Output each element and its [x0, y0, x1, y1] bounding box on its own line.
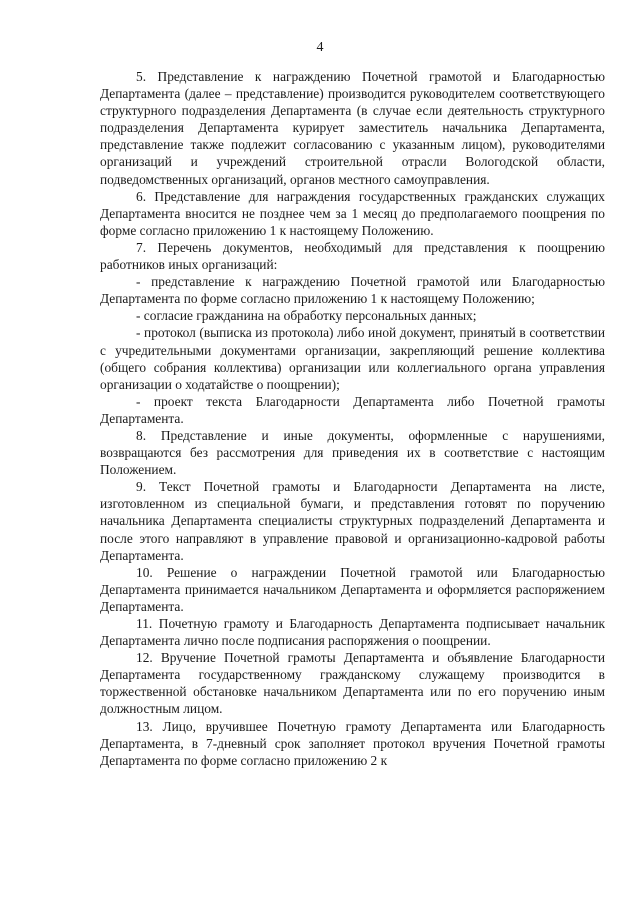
list-item-draft-text: - проект текста Благодарности Департамента либо Почетной грамоты Департамента.: [100, 393, 605, 426]
paragraph-13: 13. Лицо, вручившее Почетную грамоту Департамента или Благодарность Департамента, в 7-дневный срок заполняет протокол вручения Почетной грамоты Департамента по форме согласно приложению 2 к: [100, 718, 605, 768]
list-item-protocol: - протокол (выписка из протокола) либо иной документ, принятый в соответствии с учредительными документами организации, закрепляющий решение коллектива (общего собрания коллектива) организации или коллегиального органа управления организации о ходатайстве о поощрении);: [100, 325, 605, 392]
document-body: [100, 68, 605, 769]
paragraph-9: 9. Текст Почетной грамоты и Благодарности Департамента на листе, изготовленном из специальной бумаги, и представления готовят по поручению начальника Департамента специалисты структурных подразделений Департамента и после этого направляют в управление правовой и организационно-кадровой работы Департамента.: [100, 479, 605, 563]
paragraph-10: 10. Решение о награждении Почетной грамотой или Благодарностью Департамента принимается начальником Департамента и оформляется распоряжением Департамента.: [100, 564, 605, 614]
paragraph-11: 11. Почетную грамоту и Благодарность Департамента подписывает начальник Департамента лично после подписания распоряжения о поощрении.: [100, 616, 605, 649]
paragraph-12: 12. Вручение Почетной грамоты Департамента и объявление Благодарности Департамента государственному гражданскому служащему производится в торжественной обстановке начальником Департамента или по его поручению иным должностным лицом.: [100, 650, 605, 717]
paragraph-7: 7. Перечень документов, необходимый для представления к поощрению работников иных организаций:: [100, 239, 605, 273]
paragraph-6: 6. Представление для награждения государственных гражданских служащих Департамента вносится не позднее чем за 1 месяц до предполагаемого поощрения по форме согласно приложению 1 к настоящему Положению.: [100, 188, 605, 238]
page-number: 4: [316, 40, 324, 55]
paragraph-8: 8. Представление и иные документы, оформленные с нарушениями, возвращаются без рассмотрения для приведения их в соответствие с настоящим Положением.: [100, 427, 605, 478]
list-item-consent: - согласие гражданина на обработку персональных данных;: [136, 308, 477, 324]
paragraph-5: 5. Представление к награждению Почетной грамотой и Благодарностью Департамента (далее – представление) производится руководителем соответствующего структурного подразделения Департамента (в случае если деятельность структурного подразделения Департамента курирует заместитель начальника Департамента, представление также подлежит согласованию с указанным лицом), руководителями организаций и учреждений строительной отрасли Вологодской области, подведомственных организаций, органов местного самоуправления.: [100, 69, 605, 187]
list-item-representation: - представление к награждению Почетной грамотой или Благодарностью Департамента по форме согласно приложению 1 к настоящему Положению;: [100, 274, 605, 307]
